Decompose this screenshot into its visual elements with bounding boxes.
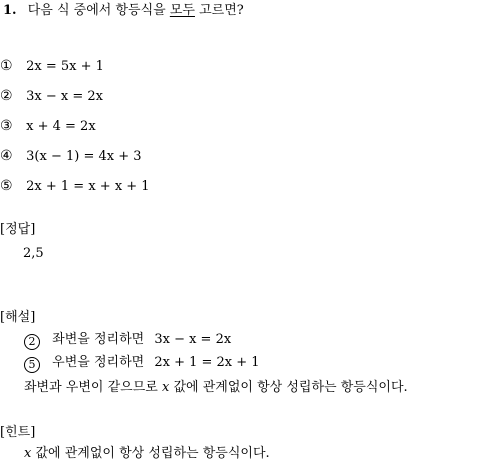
- option-equation: x + 4 = 2x: [26, 119, 96, 134]
- option-marker: ④: [0, 148, 13, 164]
- question-line: [3, 3, 244, 19]
- option-equation: 3x − x = 2x: [26, 89, 103, 104]
- option-4: [0, 148, 142, 165]
- option-3: [0, 118, 96, 135]
- option-5: [0, 178, 150, 195]
- question-emphasis: 모두: [169, 3, 195, 18]
- answer-value: 2,5: [23, 246, 44, 261]
- option-equation: 2x = 5x + 1: [26, 59, 104, 74]
- hint-heading: [힌트]: [0, 425, 36, 440]
- question-number: 1.: [3, 3, 17, 18]
- explanation-heading: [해설]: [0, 310, 36, 325]
- explanation-text: 좌변을 정리하면: [52, 332, 145, 347]
- question-text-end: 고르면?: [199, 3, 244, 18]
- explanation-equation: 2x + 1 = 2x + 1: [154, 355, 260, 370]
- explanation-item-2: [24, 332, 231, 350]
- option-equation: 2x + 1 = x + x + 1: [26, 179, 150, 194]
- answer-heading: [정답]: [0, 222, 36, 237]
- explanation-text: 우변을 정리하면: [52, 355, 145, 370]
- conclusion-text: 좌변과 우변이 같으므로: [24, 380, 158, 395]
- explanation-equation: 3x − x = 2x: [154, 332, 232, 347]
- option-marker: ②: [0, 88, 13, 104]
- option-marker: ③: [0, 118, 13, 134]
- option-marker: ①: [0, 58, 13, 74]
- conclusion-text-end: 값에 관계없이 항상 성립하는 항등식이다.: [173, 380, 408, 395]
- option-equation: 3(x − 1) = 4x + 3: [26, 149, 142, 164]
- conclusion-variable: x: [162, 380, 170, 395]
- explanation-item-5: [24, 355, 260, 373]
- hint-body: [24, 446, 270, 462]
- circled-number: 2: [24, 334, 40, 350]
- option-marker: ⑤: [0, 178, 13, 194]
- hint-variable: x: [24, 446, 32, 461]
- explanation-conclusion: [24, 380, 408, 396]
- hint-text: 값에 관계없이 항상 성립하는 항등식이다.: [35, 446, 270, 461]
- option-2: [0, 88, 103, 105]
- circled-number: 5: [24, 357, 40, 373]
- question-text: 다음 식 중에서 항등식을: [27, 3, 166, 18]
- option-1: [0, 58, 104, 75]
